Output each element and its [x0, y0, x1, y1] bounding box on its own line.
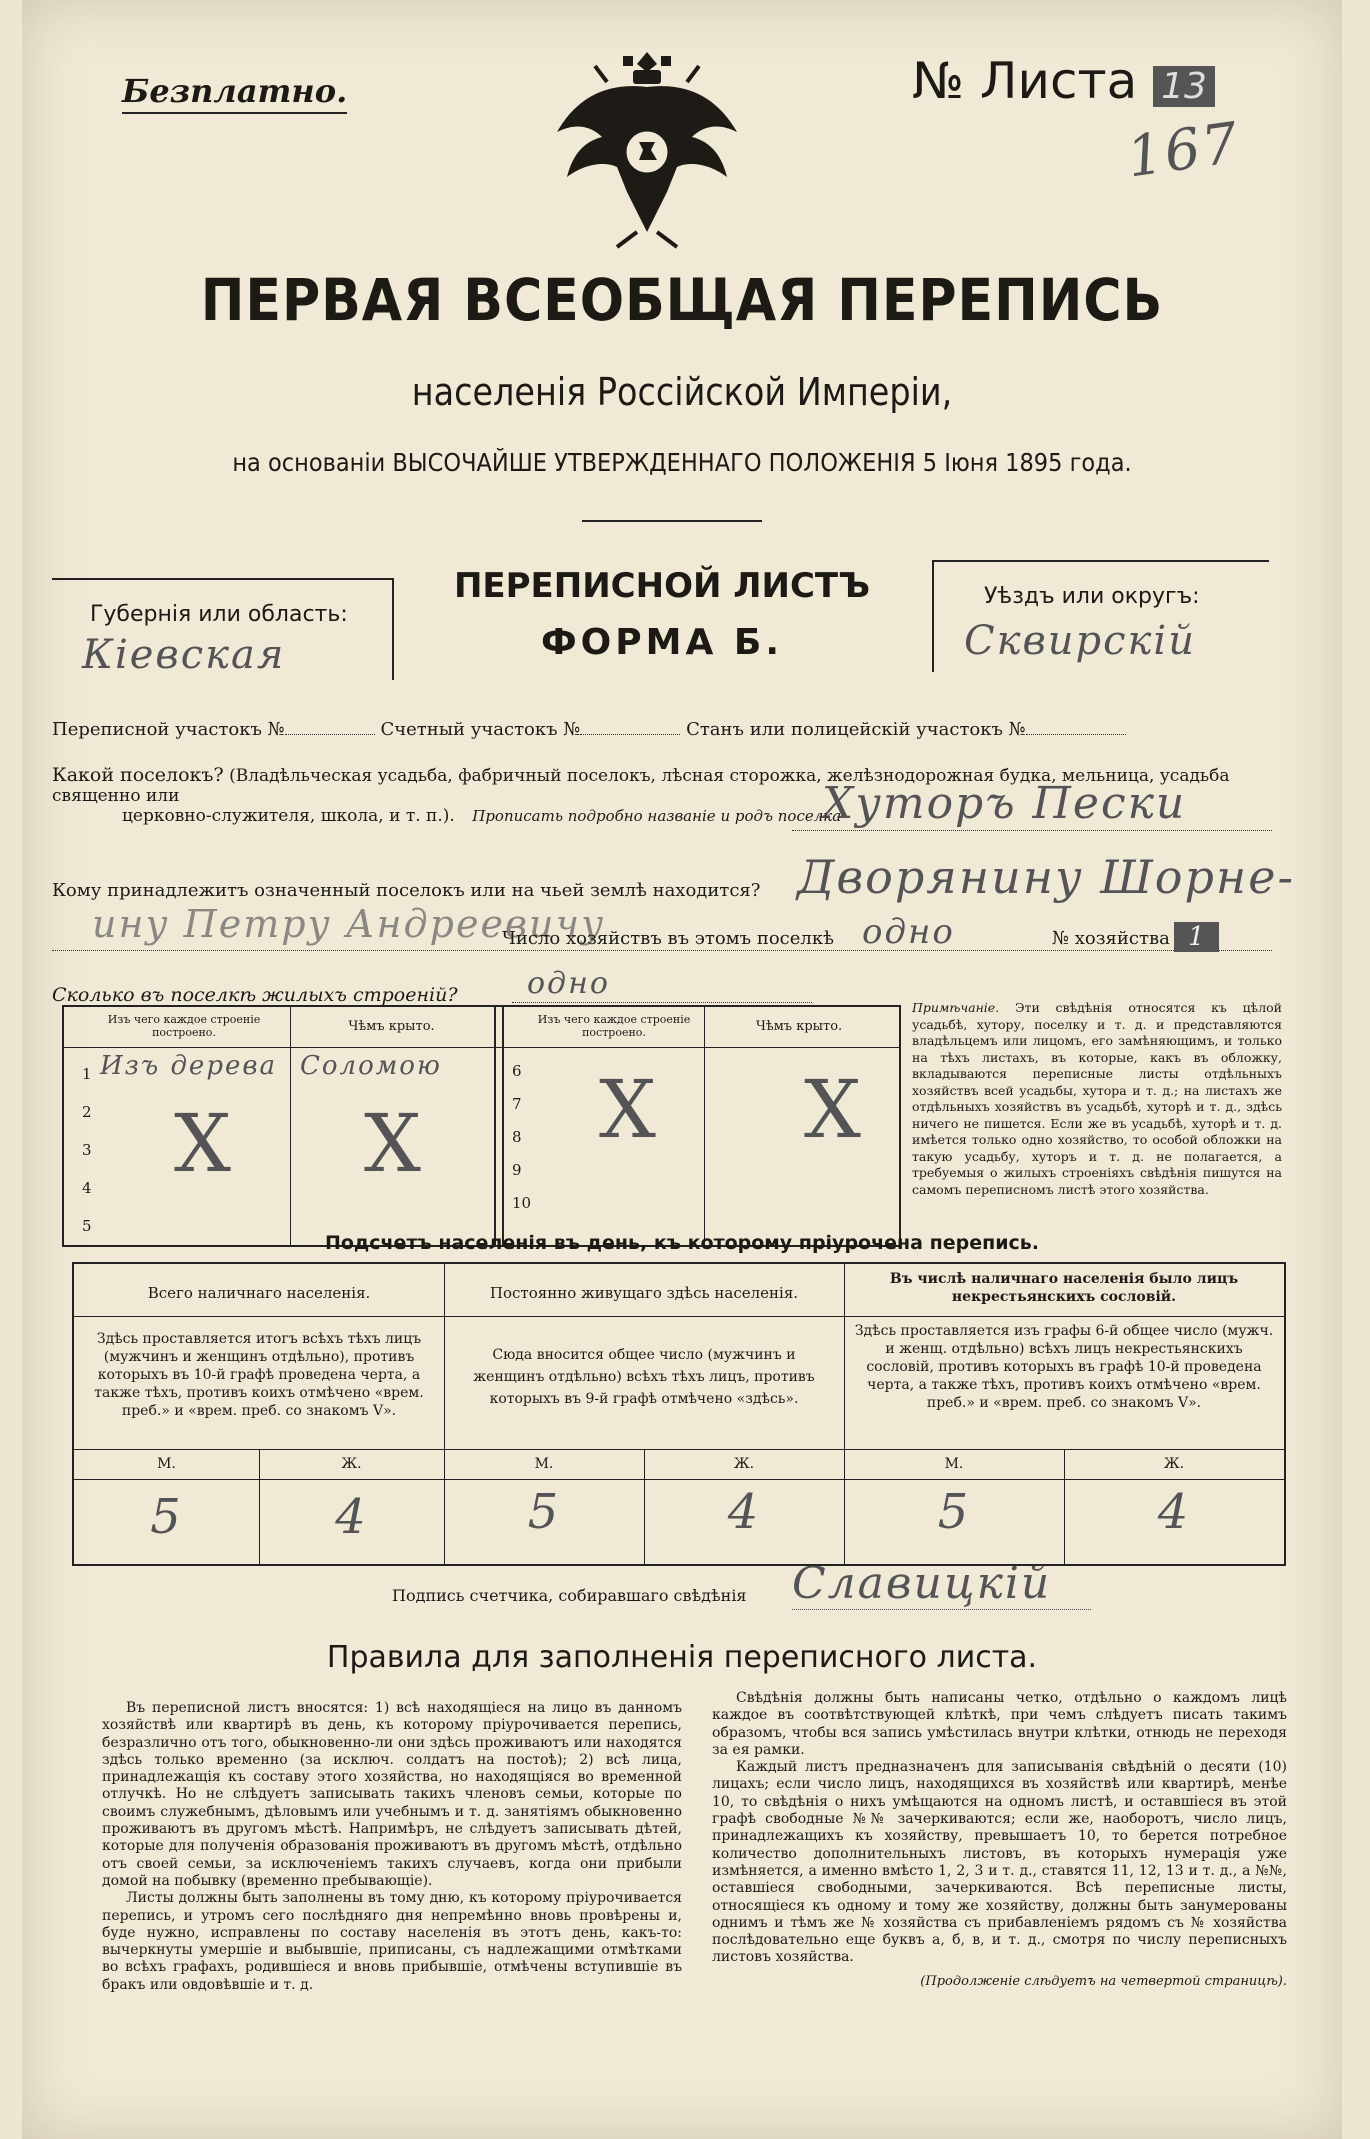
- uezd-label: Уѣздъ или округъ:: [984, 584, 1200, 609]
- household-no-value: 1: [1174, 922, 1219, 952]
- owner-value-cont: ину Петру Андреевичу: [92, 902, 606, 946]
- sheet-number-crossed: 13: [1153, 66, 1215, 107]
- zh-label-2: Ж.: [733, 1456, 755, 1472]
- value-perm-zh: 4: [727, 1484, 761, 1540]
- cross-mark-2: X: [364, 1097, 423, 1190]
- district-line: Переписной участокъ № Счетный участокъ № Станъ или полицейскій участокъ №: [52, 720, 1272, 739]
- m-label-2: М.: [534, 1456, 554, 1472]
- form-label: ФОРМА Б.: [540, 622, 784, 663]
- households-value: одно: [862, 912, 955, 952]
- population-heading: Подсчетъ населенія въ день, къ которому пріурочена перепись.: [324, 1232, 1040, 1254]
- buildings-value: одно: [527, 966, 610, 1001]
- basis-line: на основаніи ВЫСОЧАЙШЕ УТВЕРЖДЕННАГО ПОЛОЖЕНІЯ 5 Іюня 1895 года.: [232, 448, 1132, 477]
- col2-text: Сюда вносится общее число (мужчинъ и женщинъ отдѣльно) всѣхъ тѣхъ лицъ, противъ которыхъ въ 9-й графѣ отмѣчено «здѣсь».: [473, 1347, 815, 1407]
- value-total-zh: 4: [335, 1489, 368, 1545]
- main-title: ПЕРВАЯ ВСЕОБЩАЯ ПЕРЕПИСЬ: [200, 266, 1164, 334]
- col3-title: Въ числѣ наличнаго населенія было лицъ некрестьянскихъ сословій.: [889, 1271, 1239, 1305]
- census-form-page: [22, 0, 1342, 2139]
- rows-right: 6 7 8 9 10: [512, 1062, 532, 1212]
- owner-line: [52, 950, 1272, 951]
- rows-left: 1 2 3 4 5: [82, 1065, 92, 1235]
- buildings-label: Сколько въ поселкѣ жилыхъ строеній?: [52, 984, 458, 1006]
- gubernia-value: Кіевская: [82, 632, 286, 678]
- owner-question: Кому принадлежитъ означенный поселокъ или на чьей землѣ находится?: [52, 880, 761, 901]
- col1-title: Всего наличнаго населенія.: [147, 1284, 371, 1302]
- signature-value: Славицкій: [792, 1558, 1091, 1610]
- value-perm-m: 5: [527, 1484, 561, 1540]
- value-total-m: 5: [150, 1489, 183, 1545]
- gubernia-label: Губернія или область:: [90, 602, 348, 627]
- buildings-line: [512, 1002, 812, 1003]
- uezd-box: [932, 560, 1269, 672]
- col-built-right: Изъ чего каждое строеніе построено.: [537, 1013, 691, 1039]
- signature-label: Подпись счетчика, собиравшаго свѣдѣнія: [392, 1586, 747, 1605]
- m-label-3: М.: [944, 1456, 964, 1472]
- household-no-label: № хозяйства: [1052, 928, 1170, 949]
- divider: [582, 520, 762, 522]
- gubernia-box: [52, 578, 394, 680]
- value-noncr-m: 5: [937, 1484, 971, 1540]
- households-label: Число хозяйствъ въ этомъ поселкѣ: [502, 928, 834, 949]
- row1-built: Изъ дерева: [100, 1051, 277, 1081]
- cross-mark-3: X: [599, 1063, 658, 1156]
- col3-text: Здѣсь проставляется изъ графы 6-й общее число (мужч. и женщ. отдѣльно) всѣхъ лицъ некрестьянскихъ сословій, противъ которыхъ въ графѣ 10-й проведена черта, а также тѣхъ, противъ коихъ отмѣчено «врем. преб.» и «врем. преб. со знакомъ V».: [854, 1323, 1274, 1411]
- col-built-left: Изъ чего каждое строеніе построено.: [107, 1013, 261, 1039]
- col-roof-right: Чѣмъ крыто.: [755, 1019, 843, 1034]
- cross-mark-4: X: [804, 1063, 863, 1156]
- zh-label-3: Ж.: [1163, 1456, 1185, 1472]
- settlement-value: Хуторъ Пески: [822, 778, 1187, 829]
- note: Примѣчаніе. Эти свѣдѣнія относятся къ цѣлой усадьбѣ, хутору, поселку и т. д. и представляются владѣльцемъ или лицомъ, его замѣняющимъ, и только на тѣхъ листахъ, въ которые, какъ въ обложку, вкладываются переписные листы отдѣльныхъ хозяйствъ всей усадьбы, хутора и т. д.; на листахъ же отдѣльныхъ хозяйствъ въ усадьбѣ, хуторѣ и т. д., здѣсь ничего не пишется. Если же въ усадьбѣ, хуторѣ и т. д. имѣется только одно хозяйство, то особой обложки на такую усадьбу, хуторъ и т. д. не полагается, а требуемыя о жилыхъ строеніяхъ свѣдѣнія пишутся на самомъ переписномъ листѣ этого хозяйства.: [912, 1000, 1282, 1197]
- zh-label-1: Ж.: [341, 1456, 362, 1472]
- col-roof-left: Чѣмъ крыто.: [348, 1019, 435, 1034]
- rules-right: Свѣдѣнія должны быть написаны четко, отдѣльно о каждомъ лицѣ каждое въ соотвѣтствующей клѣткѣ, при чемъ слѣдуетъ писать такимъ образомъ, чтобы вся запись умѣстилась внутри клѣтки, отнюдь не переходя за ея рамки. Каждый листъ предназначенъ для записыванія свѣдѣній о десяти (10) лицахъ; если число лицъ, находящихся въ хозяйствѣ или квартирѣ, менѣе 10, то свѣдѣнія о нихъ умѣщаются на одномъ листѣ, и оставшіеся въ этой графѣ свободные №№ зачеркиваются; если же, наоборотъ, число лицъ, принадлежащихъ къ хозяйству, превышаетъ 10, то берется потребное количество дополнительныхъ листовъ, въ которыхъ нумерація уже измѣняется, а именно вмѣсто 1, 2, 3 и т. д., ставятся 11, 12, 13 и т. д., а №№, оставшіеся свободными, зачеркиваются. Всѣ переписные листы, относящіеся къ одному и тому же хозяйству, должны быть занумерованы однимъ и тѣмъ же № хозяйства съ прибавленіемъ рядомъ съ № хозяйства послѣдовательно еще буквъ а, б, в, и т. д., смотря по числу переписныхъ листовъ хозяйства. (Продолженіе слѣдуетъ на четвертой страницѣ).: [712, 1690, 1287, 1989]
- buildings-table: [62, 1005, 901, 1247]
- imperial-eagle-icon: [547, 42, 747, 252]
- owner-value: Дворянину Шорне-: [797, 850, 1295, 904]
- rules-title: Правила для заполненія переписного листа.: [326, 1640, 1038, 1675]
- settlement-question: Какой поселокъ? (Владѣльческая усадьба, фабричный поселокъ, лѣсная сторожка, желѣзнодорожная будка, мельница, усадьба священно или: [52, 764, 1230, 806]
- m-label-1: М.: [157, 1456, 176, 1472]
- rules-left: Въ переписной листъ вносятся: 1) всѣ находящіеся на лицо въ данномъ хозяйствѣ или квартирѣ въ день, къ которому пріурочивается перепись, безразлично отъ того, обыкновенно-ли они здѣсь проживаютъ или находятся здѣсь только временно (за исключ. солдатъ на постоѣ); 2) всѣ лица, принадлежащія къ составу этого хозяйства, но находящіяся во временной отлучкѣ. Но не слѣдуетъ записывать такихъ членовъ семьи, которые по своимъ служебнымъ, дѣловымъ или учебнымъ и т. д. занятіямъ обыкновенно проживаютъ въ другомъ мѣстѣ. Напримѣръ, не слѣдуетъ записывать дѣтей, которые для полученія образованія проживаютъ въ другомъ мѣстѣ, отдѣльно отъ своей семьи, за исключеніемъ такихъ случаевъ, когда они прибыли домой на побывку (временно пребывающіе). Листы должны быть заполнены въ тому дню, къ которому пріурочивается перепись, и утромъ сего послѣдняго дня непремѣнно вновь провѣрены и, буде нужно, исправлены по составу населенія въ этотъ день, какъ-то: вычеркнуты умершіе и выбывшіе, приписаны, съ надлежащими отмѣтками во всѣхъ графахъ, родившіеся и вновь прибывшіе, отмѣчены вступившіе въ бракъ или овдовѣвшіе и т. д.: [102, 1700, 682, 1993]
- free-label: Безплатно.: [122, 72, 347, 114]
- uezd-value: Сквирскій: [964, 618, 1196, 664]
- sheet-number: № Листа 13: [912, 52, 1215, 110]
- col1-text: Здѣсь проставляется итогъ всѣхъ тѣхъ лицъ (мужчинъ и женщинъ отдѣльно), противъ которыхъ въ 10-й графѣ проведена черта, а также тѣхъ, противъ коихъ отмѣчено «врем. преб.» и «врем. преб. со знакомъ V».: [94, 1331, 424, 1419]
- sheet-number-handwritten: 167: [1123, 110, 1244, 191]
- settlement-hint2: церковно-служителя, школа, и т. п.). Прописать подробно названіе и родъ поселка: [122, 806, 842, 826]
- settlement-line: [792, 830, 1272, 831]
- row1-roof: Соломою: [300, 1051, 442, 1081]
- col2-title: Постоянно живущаго здѣсь населенія.: [489, 1284, 799, 1302]
- subtitle: населенія Россійской Имперіи,: [411, 370, 953, 414]
- value-noncr-zh: 4: [1157, 1484, 1191, 1540]
- population-table: [72, 1262, 1286, 1566]
- form-name: ПЕРЕПИСНОЙ ЛИСТЪ: [453, 566, 871, 606]
- cross-mark-1: X: [174, 1097, 233, 1190]
